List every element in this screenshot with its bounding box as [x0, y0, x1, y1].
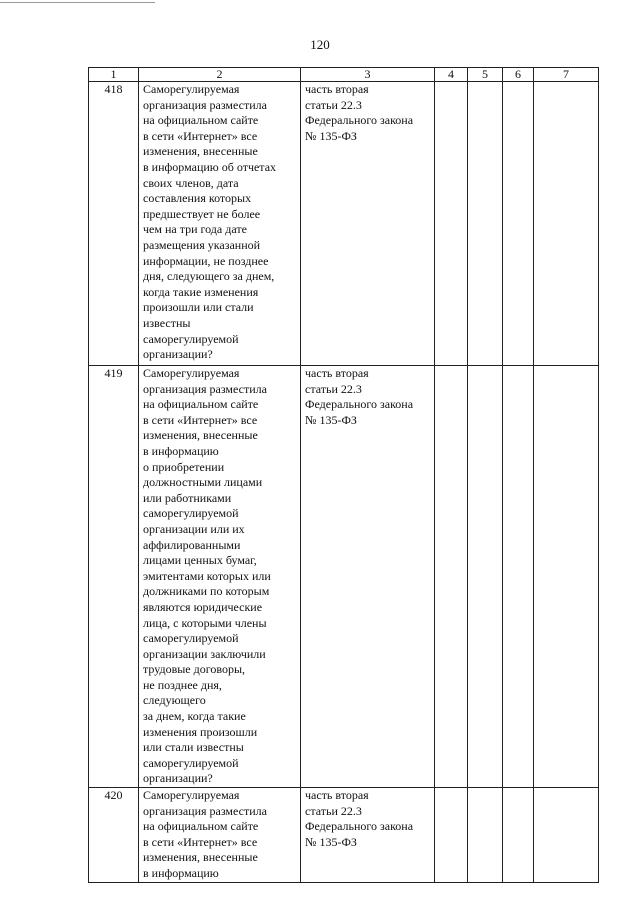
- question-text: [139, 82, 301, 366]
- question-line: являются юридические: [143, 599, 263, 614]
- note-cell: [534, 788, 599, 883]
- header-col-4: 4: [435, 68, 468, 82]
- question-line: организации?: [143, 347, 213, 362]
- question-line: за днем, когда такие: [143, 709, 246, 724]
- row-number: 418: [89, 82, 139, 366]
- row-number: 420: [89, 788, 139, 883]
- reference-line: Федерального закона: [305, 113, 414, 128]
- answer-cell-yes: [435, 82, 468, 366]
- question-line: эмитентами которых или: [143, 568, 271, 583]
- answer-cell-no: [468, 366, 503, 788]
- question-line: предшествует не более: [143, 206, 261, 221]
- reference-line: Федерального закона: [305, 819, 414, 834]
- note-cell: [534, 366, 599, 788]
- answer-cell-yes: [435, 788, 468, 883]
- reference-line: № 135-ФЗ: [305, 412, 357, 427]
- question-line: следующего: [143, 693, 206, 708]
- legal-reference: [301, 366, 435, 788]
- question-line: информации, не позднее: [143, 253, 269, 268]
- answer-cell-no: [468, 82, 503, 366]
- question-line: известны: [143, 315, 191, 330]
- question-line: организации заключили: [143, 646, 266, 661]
- question-line: в сети «Интернет» все: [143, 834, 258, 849]
- question-line: в информацию: [143, 866, 219, 880]
- question-line: саморегулируемой: [143, 331, 239, 346]
- question-line: чем на три года дате: [143, 222, 247, 237]
- table-row: [89, 82, 599, 366]
- question-line: должностными лицами: [143, 475, 263, 490]
- question-line: в информацию: [143, 443, 219, 458]
- question-line: на официальном сайте: [143, 397, 259, 412]
- checklist-table: [88, 67, 599, 883]
- answer-cell-yes: [435, 366, 468, 788]
- legal-reference: [301, 788, 435, 883]
- row-number: 419: [89, 366, 139, 788]
- question-line: изменения, внесенные: [143, 850, 258, 865]
- question-line: аффилированными: [143, 537, 241, 552]
- note-cell: [534, 82, 599, 366]
- answer-cell-na: [503, 366, 534, 788]
- question-line: в информацию об отчетах: [143, 159, 277, 174]
- question-line: изменения, внесенные: [143, 144, 258, 159]
- question-line: организация разместила: [143, 97, 267, 112]
- header-col-7: 7: [534, 68, 599, 82]
- question-text: [139, 788, 301, 883]
- header-row: [89, 68, 599, 82]
- question-line: Саморегулируемая: [143, 366, 240, 380]
- question-line: своих членов, дата: [143, 175, 239, 190]
- question-line: организации или их: [143, 521, 245, 536]
- answer-cell-na: [503, 788, 534, 883]
- question-text: [139, 366, 301, 788]
- question-line: на официальном сайте: [143, 819, 259, 834]
- question-line: о приобретении: [143, 459, 225, 474]
- page-number: 120: [310, 37, 330, 52]
- answer-cell-na: [503, 82, 534, 366]
- question-line: в сети «Интернет» все: [143, 412, 258, 427]
- table-row: [89, 366, 599, 788]
- question-line: когда такие изменения: [143, 284, 259, 299]
- question-line: дня, следующего за днем,: [143, 269, 275, 284]
- reference-line: часть вторая: [305, 788, 369, 803]
- question-line: трудовые договоры,: [143, 662, 246, 677]
- question-line: или работниками: [143, 490, 232, 505]
- question-line: изменения, внесенные: [143, 428, 258, 443]
- reference-line: статьи 22.3: [305, 803, 362, 818]
- question-line: саморегулируемой: [143, 631, 239, 646]
- question-line: составления которых: [143, 191, 252, 206]
- question-line: организация разместила: [143, 381, 267, 396]
- question-line: лица, с которыми члены: [143, 615, 267, 630]
- header-col-2: 2: [139, 68, 301, 82]
- question-line: саморегулируемой: [143, 755, 239, 770]
- question-line: организация разместила: [143, 803, 267, 818]
- reference-line: часть вторая: [305, 366, 369, 380]
- header-col-6: 6: [503, 68, 534, 82]
- header-col-1: 1: [89, 68, 139, 82]
- question-line: размещения указанной: [143, 237, 261, 252]
- question-line: произошли или стали: [143, 300, 254, 315]
- question-line: в сети «Интернет» все: [143, 128, 258, 143]
- answer-cell-no: [468, 788, 503, 883]
- question-line: или стали известны: [143, 740, 244, 755]
- question-line: Саморегулируемая: [143, 82, 240, 96]
- legal-reference: [301, 82, 435, 366]
- question-line: организации?: [143, 771, 213, 786]
- reference-line: часть вторая: [305, 82, 369, 96]
- question-line: изменения произошли: [143, 724, 258, 739]
- reference-line: № 135-ФЗ: [305, 834, 357, 849]
- question-line: Саморегулируемая: [143, 788, 240, 803]
- header-rule: [0, 2, 155, 3]
- question-line: лицами ценных бумаг,: [143, 553, 257, 568]
- reference-line: № 135-ФЗ: [305, 128, 357, 143]
- header-col-3: 3: [301, 68, 435, 82]
- question-line: не позднее дня,: [143, 677, 222, 692]
- question-line: на официальном сайте: [143, 113, 259, 128]
- question-line: должниками по которым: [143, 584, 270, 599]
- header-col-5: 5: [468, 68, 503, 82]
- reference-line: статьи 22.3: [305, 97, 362, 112]
- table-row: [89, 788, 599, 883]
- reference-line: Федерального закона: [305, 397, 414, 412]
- question-line: саморегулируемой: [143, 506, 239, 521]
- reference-line: статьи 22.3: [305, 381, 362, 396]
